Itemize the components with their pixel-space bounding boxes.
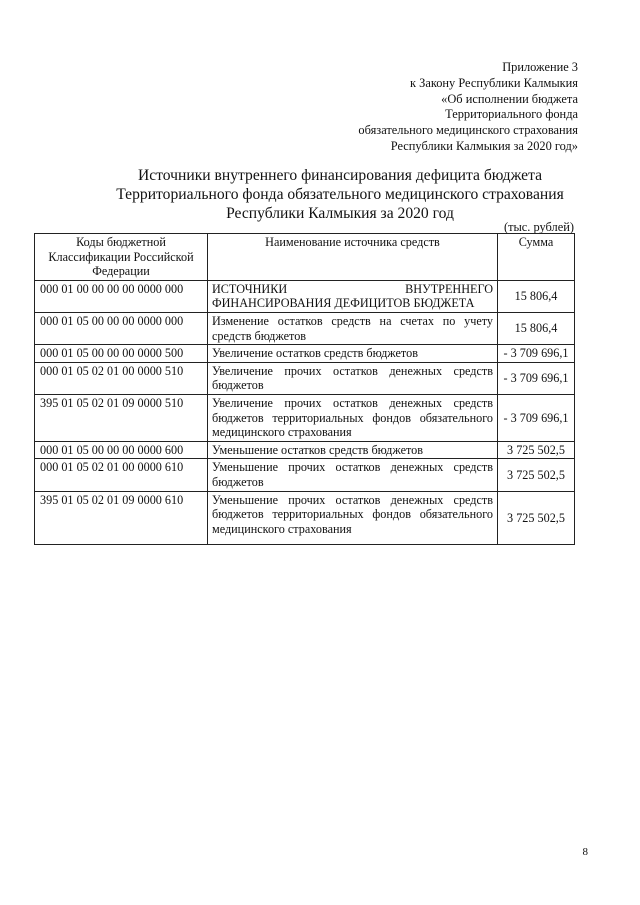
header-sum: Сумма [498, 234, 575, 281]
row-sum: 3 725 502,5 [498, 491, 575, 545]
title-line: Источники внутреннего финансирования дефицита бюджета [138, 167, 542, 184]
financing-sources-table [34, 233, 575, 545]
annex-line: Приложение 3 [502, 60, 578, 74]
table-row [35, 441, 575, 459]
page-number: 8 [582, 846, 588, 858]
table-row [35, 280, 575, 312]
row-name: Увеличение прочих остатков денежных средств бюджетов территориальных фондов обязательного медицинского страхования [208, 394, 498, 441]
row-sum: - 3 709 696,1 [498, 345, 575, 363]
row-name: Уменьшение остатков средств бюджетов [208, 441, 498, 459]
annex-line: обязательного медицинского страхования [358, 123, 578, 138]
table-header-row [35, 234, 575, 281]
row-code: 395 01 05 02 01 09 0000 610 [35, 491, 208, 545]
table-row [35, 459, 575, 491]
row-name: Увеличение остатков средств бюджетов [208, 345, 498, 363]
row-sum: - 3 709 696,1 [498, 394, 575, 441]
document-title [20, 166, 640, 223]
row-code: 000 01 05 02 01 00 0000 610 [35, 459, 208, 491]
annex-line: Территориального фонда [445, 107, 578, 122]
table-row [35, 394, 575, 441]
row-name: Изменение остатков средств на счетах по учету средств бюджетов [208, 312, 498, 344]
row-sum: 15 806,4 [498, 280, 575, 312]
row-sum: - 3 709 696,1 [498, 362, 575, 394]
header-code: Коды бюджетной Классификации Российской Федерации [35, 234, 208, 281]
title-line: Республики Калмыкия за 2020 год [226, 205, 454, 222]
annex-line: «Об исполнении бюджета [441, 91, 578, 106]
annex-line: Республики Калмыкия за 2020 год» [390, 138, 578, 153]
row-code: 000 01 00 00 00 00 0000 000 [35, 280, 208, 312]
annex-block [358, 60, 578, 155]
row-name: Увеличение прочих остатков денежных средств бюджетов [208, 362, 498, 394]
row-sum: 3 725 502,5 [498, 441, 575, 459]
table-row [35, 362, 575, 394]
row-code: 000 01 05 00 00 00 0000 500 [35, 345, 208, 363]
annex-line: к Закону Республики Калмыкия [410, 75, 578, 90]
row-sum: 15 806,4 [498, 312, 575, 344]
row-code: 395 01 05 02 01 09 0000 510 [35, 394, 208, 441]
row-name: ИСТОЧНИКИ ВНУТРЕННЕГО ФИНАНСИРОВАНИЯ ДЕФИЦИТОВ БЮДЖЕТА [208, 280, 498, 312]
table-row [35, 491, 575, 545]
row-code: 000 01 05 00 00 00 0000 000 [35, 312, 208, 344]
row-sum: 3 725 502,5 [498, 459, 575, 491]
title-line: Территориального фонда обязательного медицинского страхования [116, 186, 564, 203]
table-row [35, 345, 575, 363]
row-name: Уменьшение прочих остатков денежных средств бюджетов территориальных фондов обязательного медицинского страхования [208, 491, 498, 545]
table-row [35, 312, 575, 344]
row-code: 000 01 05 00 00 00 0000 600 [35, 441, 208, 459]
row-code: 000 01 05 02 01 00 0000 510 [35, 362, 208, 394]
units-label: (тыс. рублей) [503, 220, 574, 234]
header-name: Наименование источника средств [208, 234, 498, 281]
row-name: Уменьшение прочих остатков денежных средств бюджетов [208, 459, 498, 491]
